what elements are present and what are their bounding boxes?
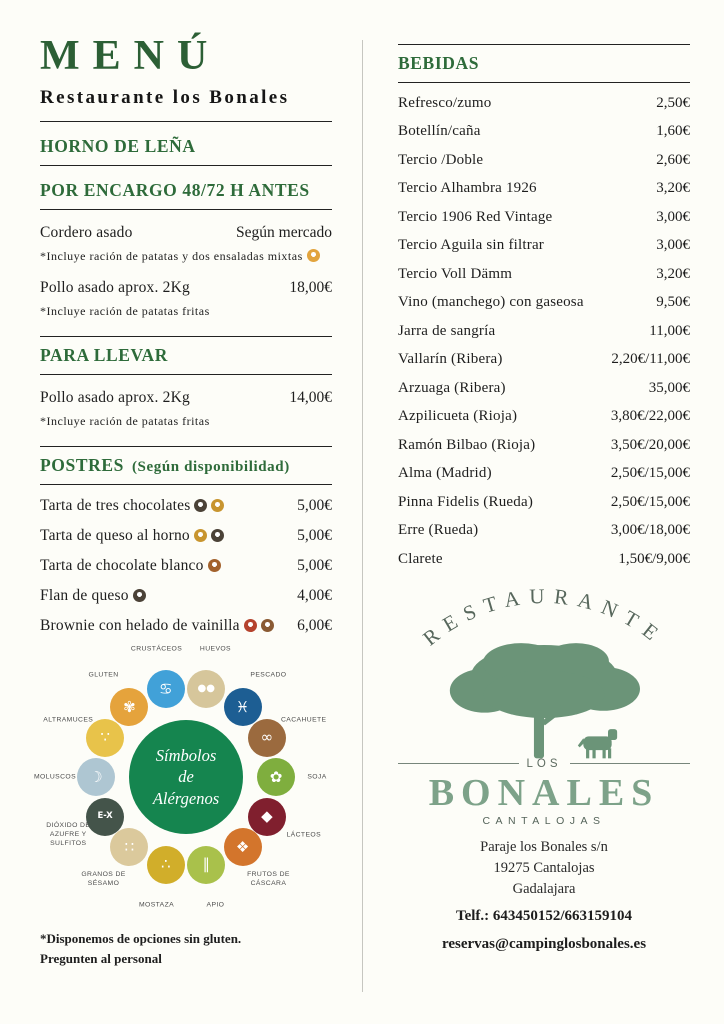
logo-subname: CANTALOJAS (482, 815, 606, 828)
item-price: 3,20€ (656, 265, 690, 282)
item-price: 3,00€ (656, 208, 690, 225)
fried-egg-allergen-badge (307, 249, 320, 262)
item-name: Pollo asado aprox. 2Kg (40, 389, 190, 407)
item-name: Botellín/caña (398, 123, 481, 139)
restaurant-logo (398, 580, 690, 828)
allergen-granos-de-sesamo-icon (110, 828, 148, 866)
postres-items (40, 497, 332, 635)
item-price: 2,20€/11,00€ (611, 351, 690, 367)
item-price: 6,00€ (297, 617, 332, 635)
wheel-center-text-line2: de (178, 767, 194, 787)
contact-address-line2: 19275 Cantalojas (493, 860, 595, 877)
contact-address-line1: Paraje los Bonales s/n (480, 839, 608, 856)
item-name: Cordero asado (40, 224, 133, 242)
item-price: 2,50€/15,00€ (610, 493, 690, 510)
menu-item-row (40, 617, 332, 635)
milk-allergen-badge (194, 529, 207, 542)
milk-allergen-badge (211, 499, 224, 512)
section-heading-horno-de-lena: HORNO DE LEÑA (40, 136, 332, 166)
item-price: 18,00€ (289, 279, 332, 297)
item-price: 14,00€ (289, 389, 332, 407)
section-heading-para-llevar: PARA LLEVAR (40, 336, 332, 375)
item-price: 5,00€ (297, 497, 332, 515)
item-name: Flan de queso (40, 587, 146, 605)
item-name: Ramón Bilbao (Rioja) (398, 436, 536, 453)
allergen-huevos-label: HUEVOS (199, 645, 231, 653)
menu-item-row (40, 224, 332, 242)
restaurant-name: Restaurante los Bonales (40, 87, 332, 122)
item-note: *Incluye ración de patatas fritas (40, 304, 210, 319)
allergen-altramuces-icon (86, 719, 124, 757)
menu-item-row (398, 123, 690, 140)
left-column (33, 33, 332, 968)
allergen-glyph: ∞ (260, 728, 274, 747)
logo-arc-text-label: RESTAURANTE (418, 583, 670, 650)
encargo-items (40, 224, 332, 320)
menu-item-row (398, 323, 690, 340)
gluten-footnote (40, 929, 332, 968)
logo-line-right (570, 763, 691, 764)
allergen-apio-icon (187, 846, 225, 884)
egg-allergen-badge (211, 529, 224, 542)
allergen-glyph: ♋ (159, 679, 173, 698)
allergen-moluscos-label: MOLUSCOS (33, 773, 77, 781)
menu-item-row (398, 294, 690, 311)
section-heading-por-encargo: POR ENCARGO 48/72 H ANTES (40, 180, 332, 210)
menu-item-row (398, 209, 690, 226)
allergen-glyph: ∷ (124, 837, 135, 856)
allergen-glyph: ∴ (160, 855, 171, 874)
menu-item-row (398, 380, 690, 397)
menu-item-row (40, 279, 332, 297)
logo-line-left (398, 763, 519, 764)
item-name: Tercio Voll Dämm (398, 265, 513, 282)
allergen-mostaza-icon (147, 846, 185, 884)
postres-availability-note: (Según disponibilidad) (131, 459, 290, 476)
item-name: Tercio /Doble (398, 151, 484, 168)
nuts-allergen-badge (244, 619, 257, 632)
allergen-gluten-label: GLUTEN (88, 671, 119, 679)
item-price: 3,80€/22,00€ (610, 408, 690, 424)
item-name: Erre (Rueda) (398, 522, 479, 538)
cow-silhouette (578, 729, 617, 758)
allergen-crustaceos-icon (147, 670, 185, 708)
drinks-items (398, 95, 690, 568)
menu-item-row (40, 389, 332, 407)
section-heading-bebidas: BEBIDAS (398, 44, 690, 83)
menu-item-row (40, 587, 332, 605)
item-name: Alma (Madrid) (398, 465, 492, 481)
allergen-dioxido-de-azufre-y-sulfitos-label: DIÓXIDO DE AZUFRE Y SULFITOS (46, 821, 91, 848)
allergen-glyph: ☽ (89, 767, 103, 786)
allergen-mostaza-label: MOSTAZA (138, 901, 175, 909)
menu-item-row (398, 494, 690, 511)
menu-item-row (398, 266, 690, 283)
menu-item-row (40, 527, 332, 545)
allergen-cacahuete-label: CACAHUETE (280, 716, 327, 724)
menu-item-row (40, 497, 332, 515)
item-price: 1,50€/9,00€ (618, 550, 690, 567)
item-price: 9,50€ (656, 294, 690, 310)
allergen-wheel-center (129, 720, 243, 834)
right-column (398, 44, 690, 956)
menu-item-row (398, 551, 690, 568)
item-price: 3,50€/20,00€ (610, 436, 690, 453)
menu-item-row (398, 437, 690, 454)
allergen-crustaceos-label: CRUSTÁCEOS (130, 645, 183, 653)
item-name: Clarete (398, 550, 443, 567)
contact-email: reservas@campinglosbonales.es (441, 936, 647, 953)
item-price: 3,20€ (656, 180, 690, 196)
milk-allergen-badge (208, 559, 221, 572)
item-name: Tercio 1906 Red Vintage (398, 208, 553, 225)
section-heading-postres (40, 446, 332, 485)
allergen-gluten-icon (110, 688, 148, 726)
menu-item-row (398, 465, 690, 482)
item-price: 3,00€ (656, 237, 690, 253)
allergen-frutos-de-cascara-label: FRUTOS DE CÁSCARA (247, 870, 290, 887)
allergen-altramuces-label: ALTRAMUCES (43, 716, 94, 724)
gluten-footnote-line1: *Disponemos de opciones sin gluten. (40, 931, 242, 947)
item-name: Tercio Aguila sin filtrar (398, 237, 544, 253)
menu-item-row (398, 95, 690, 112)
allergen-cacahuete-icon (248, 719, 286, 757)
allergen-huevos-icon (187, 670, 225, 708)
allergen-pescado-label: PESCADO (250, 671, 287, 679)
menu-item-row (398, 408, 690, 425)
allergen-granos-de-sesamo-label: GRANOS DE SÉSAMO (81, 870, 126, 887)
tree-and-cow-illustration (428, 634, 660, 762)
menu-item-row (398, 351, 690, 368)
allergen-pescado-icon (224, 688, 262, 726)
contact-address-line3: Gadalajara (512, 881, 576, 898)
item-price: 5,00€ (297, 557, 332, 575)
item-name: Arzuaga (Ribera) (398, 379, 506, 396)
menu-item-row (40, 557, 332, 575)
item-price: 35,00€ (648, 379, 690, 396)
item-name: Refresco/zumo (398, 94, 492, 111)
item-name: Jarra de sangría (398, 322, 496, 339)
item-name: Azpilicueta (Rioja) (398, 408, 518, 424)
logo-los-row (398, 758, 690, 770)
allergen-glyph: E-X (97, 811, 113, 822)
milk-allergen-badge (261, 619, 274, 632)
item-price: 1,60€ (656, 123, 690, 139)
item-price: 11,00€ (649, 322, 690, 339)
item-name: Pinna Fidelis (Rueda) (398, 493, 534, 510)
menu-title: MENÚ (40, 33, 221, 79)
column-divider (362, 40, 363, 992)
allergen-glyph: ✿ (269, 767, 283, 786)
item-note: *Incluye ración de patatas y dos ensaladas mixtas (40, 247, 332, 265)
item-name: Brownie con helado de vainilla (40, 617, 274, 635)
postres-label: POSTRES (40, 455, 124, 476)
allergen-glyph: ✾ (123, 697, 136, 716)
item-name: Tarta de queso al horno (40, 527, 224, 545)
menu-item-row (398, 522, 690, 539)
item-price: 4,00€ (297, 587, 332, 605)
allergen-glyph: ◆ (261, 807, 273, 826)
gluten-footnote-line2: Pregunten al personal (40, 950, 162, 966)
item-price: 5,00€ (297, 527, 332, 545)
allergen-glyph: ∵ (100, 728, 110, 747)
item-note: *Incluye ración de patatas fritas (40, 414, 210, 429)
menu-item-row (398, 152, 690, 169)
item-price: 2,50€/15,00€ (610, 465, 690, 481)
logo-los-label: LOS (526, 757, 562, 770)
item-name: Pollo asado aprox. 2Kg (40, 279, 190, 297)
egg-allergen-badge (194, 499, 207, 512)
allergen-soja-label: SOJA (307, 773, 327, 781)
allergen-lacteos-label: LÁCTEOS (286, 830, 321, 838)
allergen-glyph: ●● (197, 683, 215, 695)
contact-phone: Telf.: 643450152/663159104 (455, 908, 633, 925)
allergen-glyph: ❖ (235, 837, 250, 856)
menu-item-row (398, 237, 690, 254)
contact-block (398, 837, 690, 956)
item-price: 2,60€ (656, 151, 690, 168)
item-name: Tarta de chocolate blanco (40, 557, 221, 575)
item-name: Tercio Alhambra 1926 (398, 180, 537, 196)
allergen-glyph: ♓ (235, 697, 250, 716)
item-price: 3,00€/18,00€ (610, 522, 690, 538)
allergen-apio-label: APIO (206, 901, 225, 909)
egg-allergen-badge (133, 589, 146, 602)
item-price: 2,50€ (656, 94, 690, 111)
item-name: Vino (manchego) con gaseosa (398, 294, 584, 310)
allergen-glyph: ∥ (202, 855, 210, 874)
menu-item-row (398, 180, 690, 197)
logo-name: BONALES (428, 771, 660, 814)
wheel-center-text-line3: Alérgenos (152, 788, 220, 808)
llevar-items (40, 389, 332, 430)
item-name: Vallarín (Ribera) (398, 351, 503, 367)
allergen-frutos-de-cascara-icon (224, 828, 262, 866)
item-name: Tarta de tres chocolates (40, 497, 224, 515)
allergen-wheel (33, 643, 332, 921)
wheel-center-text-line1: Símbolos (155, 745, 217, 765)
item-price: Según mercado (236, 224, 332, 242)
